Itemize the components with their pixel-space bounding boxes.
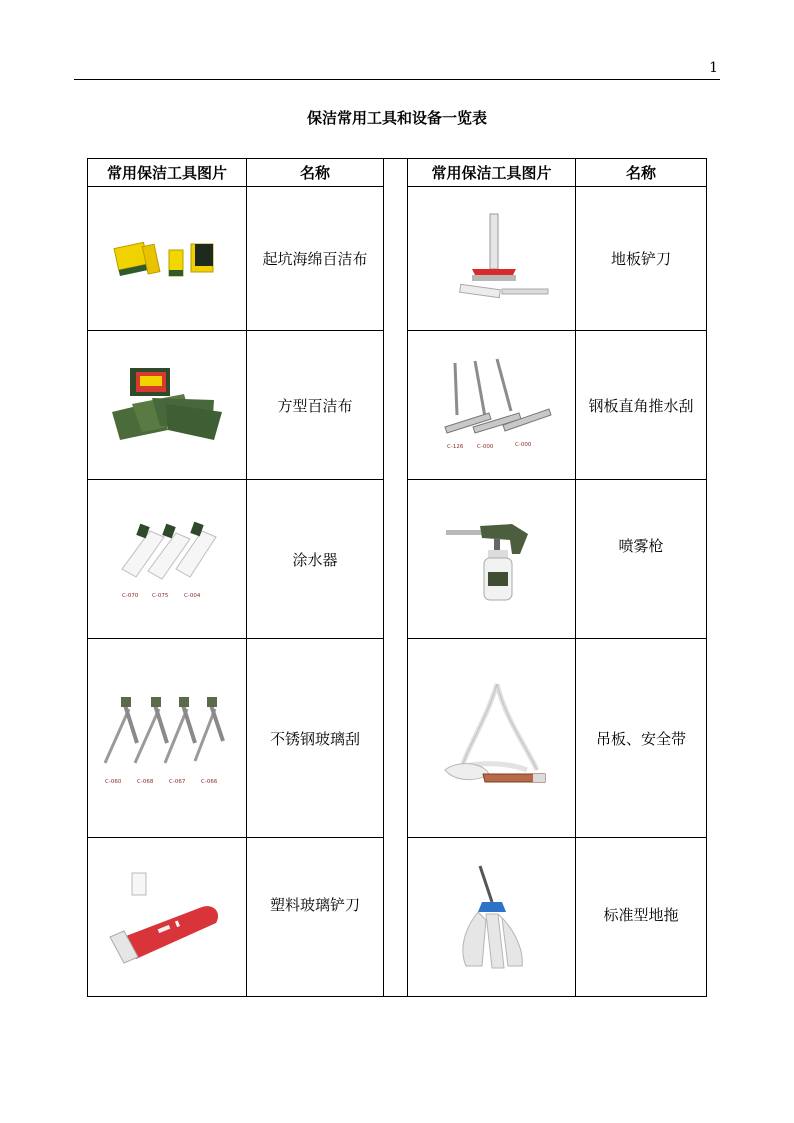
floor-scraper-icon bbox=[432, 209, 552, 309]
picture-cell bbox=[88, 838, 247, 997]
tool-name: 涂水器 bbox=[247, 480, 384, 639]
tools-table bbox=[87, 158, 707, 997]
header-picture-left: 常用保洁工具图片 bbox=[88, 159, 247, 187]
page-number: 1 bbox=[709, 60, 718, 76]
product-code: C-000 bbox=[514, 442, 531, 448]
tool-name: 标准型地拖 bbox=[576, 838, 707, 997]
plastic-glass-scraper-icon bbox=[102, 867, 232, 967]
product-code: C-075 bbox=[152, 593, 169, 599]
product-code: C-067 bbox=[169, 779, 186, 785]
glass-squeegee-icon bbox=[97, 683, 237, 793]
hanging-board-harness-icon bbox=[427, 678, 557, 798]
spray-gun-icon bbox=[432, 514, 552, 604]
column-gap bbox=[384, 159, 408, 997]
picture-cell bbox=[88, 639, 247, 838]
tool-name: 塑料玻璃铲刀 bbox=[247, 838, 384, 997]
picture-cell bbox=[88, 331, 247, 480]
product-code: C-060 bbox=[105, 779, 122, 785]
header-picture-right: 常用保洁工具图片 bbox=[408, 159, 576, 187]
product-code: C-004 bbox=[184, 593, 201, 599]
tool-name: 吊板、安全带 bbox=[576, 639, 707, 838]
picture-cell bbox=[408, 838, 576, 997]
product-code: C-000 bbox=[476, 444, 493, 450]
product-code: C-068 bbox=[137, 779, 154, 785]
picture-cell bbox=[88, 187, 247, 331]
document-title: 保洁常用工具和设备一览表 bbox=[306, 109, 487, 127]
picture-cell bbox=[408, 331, 576, 480]
tool-name: 钢板直角推水刮 bbox=[576, 331, 707, 480]
picture-cell bbox=[408, 639, 576, 838]
tool-name: 方型百洁布 bbox=[247, 331, 384, 480]
picture-cell bbox=[408, 480, 576, 639]
header-name-right: 名称 bbox=[576, 159, 707, 187]
product-code: C-126 bbox=[446, 444, 463, 450]
window-washer-icon bbox=[102, 509, 232, 609]
picture-cell bbox=[88, 480, 247, 639]
product-code: C-070 bbox=[122, 593, 139, 599]
header-rule bbox=[74, 79, 720, 80]
tool-name: 不锈钢玻璃刮 bbox=[247, 639, 384, 838]
product-code: C-066 bbox=[201, 779, 218, 785]
tool-name: 起坑海绵百洁布 bbox=[247, 187, 384, 331]
steel-water-pusher-icon bbox=[427, 355, 557, 455]
table-header-row bbox=[88, 159, 707, 187]
tool-name: 喷雾枪 bbox=[576, 480, 707, 639]
square-scouring-pad-icon bbox=[102, 360, 232, 450]
picture-cell bbox=[408, 187, 576, 331]
header-name-left: 名称 bbox=[247, 159, 384, 187]
sponge-scourer-icon bbox=[107, 224, 227, 294]
tool-name: 地板铲刀 bbox=[576, 187, 707, 331]
standard-mop-icon bbox=[432, 862, 552, 972]
